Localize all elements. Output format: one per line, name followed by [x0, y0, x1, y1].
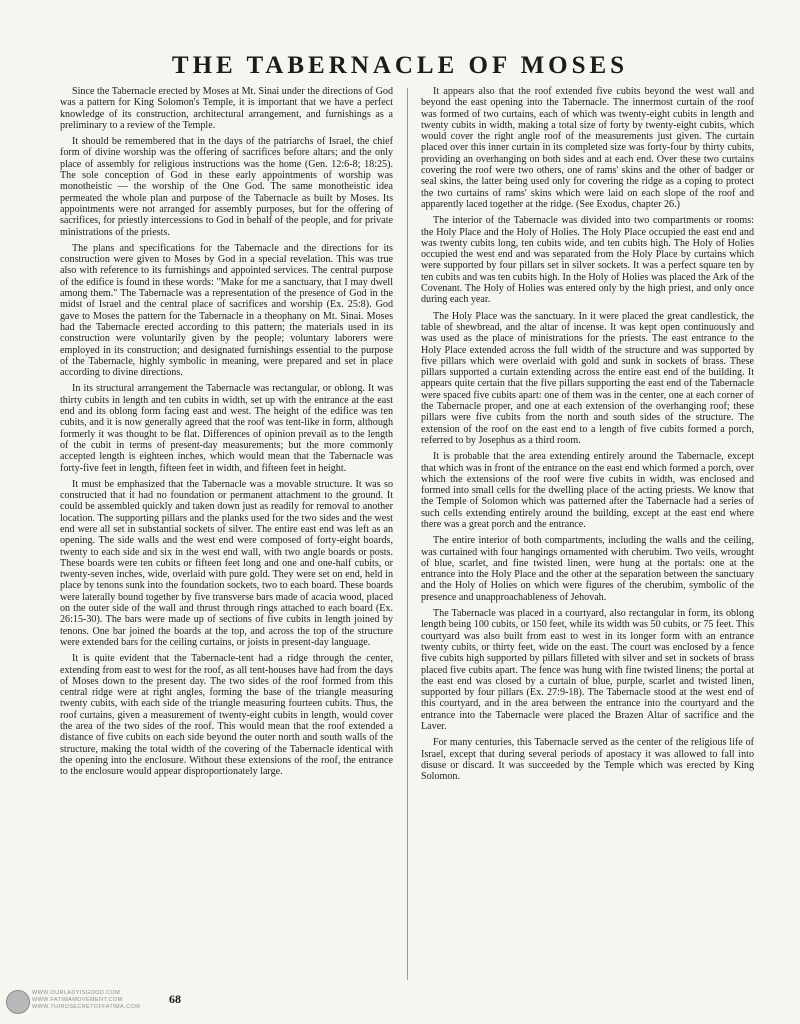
paragraph: It is quite evident that the Tabernacle-tent had a ridge through the center, extending from east to west for the roof, as all tent-houses have had from the days of Moses down to the present day. The two sides of the roof formed from this central ridge were at right angles, forming the base of the triangle measuring twenty cubits, with each side of the triangle measuring fourteen cubits. Thus, the roof curtains, given a measurement of twenty-eight cubits in length, would cover the area of the two sides of the roof. This would mean that the roof extended a distance of five cubits on each side beyond the outer north and south walls of the structure, making the total width of the covering of the Tabernacle identical with the opening into the enclosure. Without these extensions of the roof, the entrance to the enclosure would appear disproportionately large.	[60, 653, 393, 778]
page-number: 68	[169, 992, 181, 1006]
paragraph: It is probable that the area extending entirely around the Tabernacle, except that which was in front of the entrance on the east end which formed a porch, over which the extensions of the roof were five cubits in width, was enclosed and formed into small cells for the dwelling place of the acting priests. We know that the Temple of Solomon which was patterned after the Tabernacle had a series of such cells extending entirely around the building, except at the east end where there was a great porch and the entrance.	[421, 451, 754, 530]
column-divider	[407, 88, 408, 980]
seal-icon	[6, 990, 30, 1014]
paragraph: It should be remembered that in the days of the patriarchs of Israel, the chief form of divine worship was the offering of sacrifices before altars; and the only place of assembly for religious instructions was the home (Gen. 12:6-8; 18:25). The sole conception of God in these early appointments of worship was monotheistic — the worship of the One God. The same monotheistic idea permeated the whole plan and purpose of the Tabernacle as built by Moses. Its appointments were not arranged for assembly purposes, but for the offering of sacrifices, for priestly intercessions to God in behalf of the people, and for private ministrations of the priests.	[60, 136, 393, 238]
paragraph: The plans and specifications for the Tabernacle and the directions for its construction were given to Moses by God in a special revelation. This was true also with reference to its furnishings and appointed services. The central purpose of the edifice is found in these words: "Make for me a sanctuary, that I may dwell among them." The Tabernacle was a representation of the presence of God in the midst of Israel and the central place of sacrifices and worship (Ex. 25:8). God gave to Moses the pattern for the Tabernacle in a theophany on Mt. Sinai. Moses had the Tabernacle erected according to this pattern; the materials used in its construction were voluntarily given by the people; voluntary laborers were employed in its construction; and designated furnishings essential to the purpose of the Tabernacle, highly symbolic in meaning, were prepared and set in place according to divine directions.	[60, 242, 393, 379]
paragraph: The interior of the Tabernacle was divided into two compartments or rooms: the Holy Place and the Holy of Holies. The Holy Place occupied the east end and was twenty cubits long, ten cubits wide, and ten cubits high. The Holy of Holies occupied the west end and was separated from the Holy Place by curtains which were supported by four pillars set in silver sockets. It was a perfect square ten by ten cubits and was ten cubits high. In the Holy of Holies was placed the Ark of the Covenant. The Holy of Holies was entered only by the high priest, and only once during each year.	[421, 215, 754, 306]
website-url: WWW.FATIMAMOVEMENT.COM	[32, 997, 123, 1003]
paragraph: It appears also that the roof extended five cubits beyond the west wall and beyond the east opening into the Tabernacle. The innermost curtain of the roof was formed of two curtains, each of which was twenty-eight cubits in length and twenty cubits in width, making a total size of forty by twenty-eight cubits, which would cover the right angle roof of the measurements just given. The curtain placed over this inner curtain in its completed size was forty-four by thirty cubits, providing an overhanging on both sides and at each end. Over these two curtains covering the roof were two others, one of rams' skins and the other of badger or seal skins, the latter being used only for covering the ridge as a coping to protect the two curtains of rams' skins which were laid on each slope of the roof and apparently laced together at the ridge. (See Exodus, chapter 26.)	[421, 86, 754, 210]
paragraph: The Holy Place was the sanctuary. In it were placed the great candlestick, the table of shewbread, and the altar of incense. It was kept open continuously and was used as the place of ministrations for the priests. The east entrance to the Holy Place extended across the full width of the structure and was supported by five pillars which were overlaid with gold and sunk in sockets of brass. These pillars supported a curtain extending across the entire east end of the building. It appears quite certain that the five pillars supporting the east end of the Tabernacle were spaced five cubits apart: one of them was in the center, one at each corner of the Tabernacle proper, and one at each extension of the overhanging roof; these pillars were five cubits from the north and south sides of the structure. The extension of the roof on the east end to a length of five cubits formed a porch, referred to by Josephus as a third room.	[421, 310, 754, 446]
website-list	[32, 990, 192, 1011]
paragraph: The Tabernacle was placed in a courtyard, also rectangular in form, its oblong length being 100 cubits, or 150 feet, while its width was 50 cubits, or 75 feet. This courtyard was also built from east to west in its longer form with an entrance twenty cubits, or thirty feet, wide on the east. The court was enclosed by a fence five cubits high supported by pillars filleted with silver and set in sockets of brass placed five cubits apart. The fence was hung with fine twisted linens; the portal at the east end was closed by a curtain of blue, purple, scarlet and twisted linen, supported by four pillars (Ex. 27:9-18). The Tabernacle stood at the west end of this courtyard, and in the area between the entrance into the courtyard and the entrance into the Tabernacle were placed the Brazen Altar of sacrifice and the Laver.	[421, 608, 754, 733]
paragraph: It must be emphasized that the Tabernacle was a movable structure. It was so constructed that it had no foundation or permanent attachment to the ground. It could be assembled quickly and taken down just as readily for removal to another location. The supporting pillars and the planks used for the two sides and the west end were all set in substantial sockets of silver. The entire east end was left as an opening. The side walls and the west end were composed of forty-eight boards, twenty to each side and six in the west end wall, with two angle boards or posts. These boards were ten cubits or fifteen feet long and one and one-half cubits, or twenty-seven inches, wide, overlaid with pure gold. They were set on end, held in place by tenons sunk into the foundation sockets, two to each board. These boards were laterally bound together by five transverse bars made of acacia wood, placed on the outer side of the wall and thrust through rings attached to each board (Ex. 26:15-30). The bars were made up of sections of five cubits in length joined by tenons. One bar joined the boards at the top, and across the top of the structure were extended bars for the ceiling curtains, or joists in present-day language.	[60, 478, 393, 648]
paragraph: For many centuries, this Tabernacle served as the center of the religious life of Israel, except that during several periods of apostacy it was allowed to fall into disuse or discard. It was succeeded by the Temple which was erected by King Solomon.	[421, 737, 754, 783]
website-url: WWW.THIRDSECRETOFFATIMA.COM	[32, 1004, 141, 1010]
website-url: WWW.OURLADYISGOOD.COM	[32, 990, 121, 996]
paragraph: In its structural arrangement the Tabernacle was rectangular, or oblong. It was thirty cubits in length and ten cubits in width, set up with the entrance at the east end and its oblong form facing east and west. The height of the edifice was ten cubits, and it is now generally agreed that the roof was tent-like in form, although formerly it was thought to be flat. Differences of opinion prevail as to the length of the cubit in terms of present-day measurements; but the more commonly accepted length is eighteen inches, which would mean that the Tabernacle was forty-five feet in length, fifteen feet in width, and fifteen feet in height.	[60, 383, 393, 474]
left-column	[60, 86, 393, 986]
page-title: THE TABERNACLE OF MOSES	[171, 52, 629, 79]
paragraph: Since the Tabernacle erected by Moses at Mt. Sinai under the directions of God was a pattern for King Solomon's Temple, it is important that we have a perfect knowledge of its construction, architectural arrangement, and furnishings as a preliminary to a review of the Temple.	[60, 86, 393, 131]
paragraph: The entire interior of both compartments, including the walls and the ceiling, was curtained with four hangings ornamented with cherubim. Two veils, wrought of blue, scarlet, and fine twisted linen, were hung at the portals: one at the entrance into the Holy Place and the other at the separation between the sanctuary and the Holy of Holies on which were figures of the cherubim, symbolic of the presence and unapproachableness of Jehovah.	[421, 535, 754, 603]
right-column	[421, 86, 754, 986]
